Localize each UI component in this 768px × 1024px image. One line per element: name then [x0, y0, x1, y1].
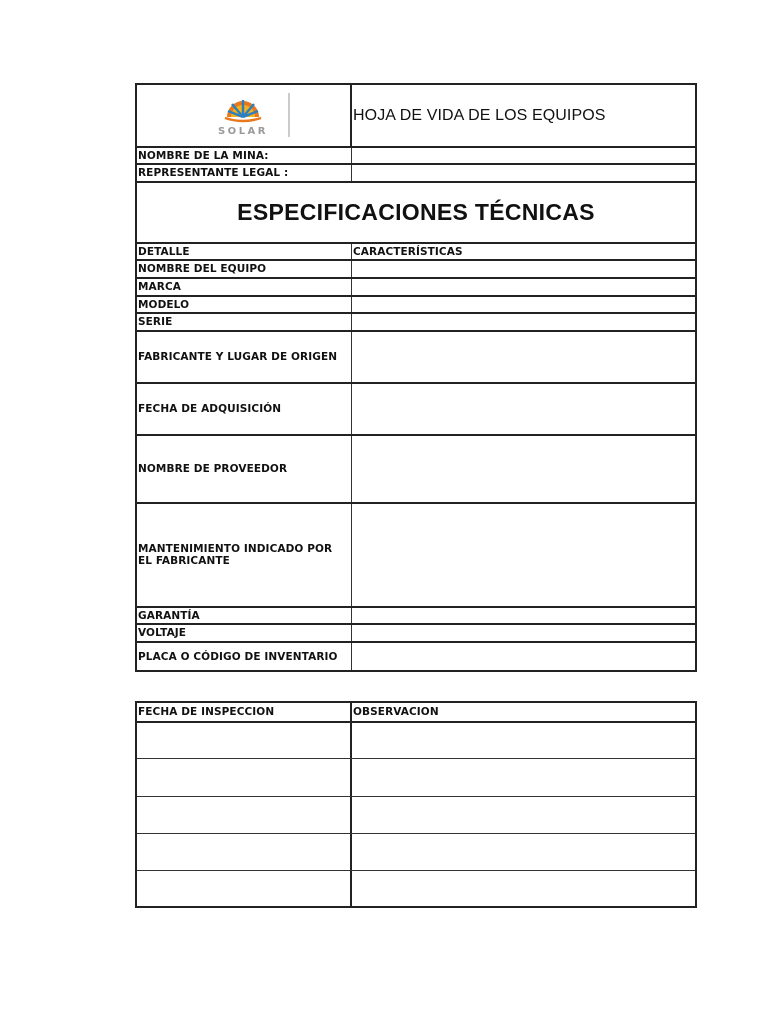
- spec-row: [137, 434, 695, 502]
- inspection-date-cell[interactable]: [137, 834, 351, 870]
- svg-text:SOLAR: SOLAR: [217, 126, 269, 137]
- inspection-date-cell[interactable]: [137, 759, 351, 796]
- form-title: HOJA DE VIDA DE LOS EQUIPOS: [353, 106, 606, 124]
- spec-value-serial[interactable]: [352, 314, 695, 330]
- features-header: CARACTERÍSTICAS: [353, 245, 463, 258]
- inspection-row: [137, 721, 695, 758]
- inspection-date-cell[interactable]: [137, 871, 351, 906]
- legal-rep-label: REPRESENTANTE LEGAL :: [138, 167, 289, 179]
- spec-row: [137, 295, 695, 312]
- spec-label-supplier: NOMBRE DE PROVEEDOR: [138, 463, 288, 475]
- spec-value-manufacturer[interactable]: [352, 332, 695, 382]
- detail-header: DETALLE: [138, 245, 190, 258]
- mine-name-field[interactable]: [352, 148, 695, 163]
- spec-value-inventory-code[interactable]: [352, 643, 695, 670]
- legal-rep-field[interactable]: [352, 165, 695, 181]
- inspection-header-row: [137, 703, 695, 721]
- specs-header-row: [137, 242, 695, 259]
- spec-label-acquisition-date: FECHA DE ADQUISICIÓN: [138, 403, 282, 415]
- spec-row: [137, 277, 695, 295]
- spec-value-equipment-name[interactable]: [352, 261, 695, 277]
- legal-rep-row: [137, 163, 695, 181]
- spec-label-maintenance: MANTENIMIENTO INDICADO POR EL FABRICANTE: [138, 543, 333, 567]
- specs-title: ESPECIFICACIONES TÉCNICAS: [237, 199, 595, 225]
- spec-label-warranty: GARANTÍA: [138, 609, 200, 622]
- spec-label-serial: SERIE: [138, 316, 173, 328]
- mine-name-label: NOMBRE DE LA MINA:: [138, 149, 269, 162]
- logo-cell: [137, 85, 351, 146]
- spec-value-supplier[interactable]: [352, 436, 695, 502]
- spec-label-model: MODELO: [138, 298, 190, 311]
- spec-row: [137, 330, 695, 382]
- spec-row: [137, 623, 695, 641]
- observation-cell[interactable]: [352, 797, 695, 833]
- observation-cell[interactable]: [352, 871, 695, 906]
- spec-value-warranty[interactable]: [352, 608, 695, 623]
- spec-row: [137, 641, 695, 670]
- spec-value-model[interactable]: [352, 297, 695, 312]
- spec-label-manufacturer: FABRICANTE Y LUGAR DE ORIGEN: [138, 351, 338, 363]
- spec-label-voltage: VOLTAJE: [138, 627, 187, 639]
- solar-logo: [207, 91, 297, 139]
- spec-row: [137, 382, 695, 434]
- header-row: [137, 85, 695, 146]
- inspection-row: [137, 833, 695, 870]
- inspection-date-cell[interactable]: [137, 797, 351, 833]
- inspection-date-cell[interactable]: [137, 723, 351, 758]
- observation-header: OBSERVACION: [353, 706, 439, 718]
- inspection-row: [137, 796, 695, 833]
- inspection-row: [137, 758, 695, 796]
- inspection-date-header: FECHA DE INSPECCION: [138, 706, 275, 718]
- spec-value-brand[interactable]: [352, 279, 695, 295]
- spec-value-voltage[interactable]: [352, 625, 695, 641]
- mine-name-row: [137, 146, 695, 163]
- specs-title-row: [137, 181, 695, 242]
- spec-label-brand: MARCA: [138, 281, 181, 293]
- spec-label-equipment-name: NOMBRE DEL EQUIPO: [138, 263, 267, 275]
- spec-row: [137, 312, 695, 330]
- spec-value-maintenance[interactable]: [352, 504, 695, 606]
- spec-row: [137, 606, 695, 623]
- observation-cell[interactable]: [352, 834, 695, 870]
- observation-cell[interactable]: [352, 759, 695, 796]
- inspection-row: [137, 870, 695, 906]
- spec-label-inventory-code: PLACA O CÓDIGO DE INVENTARIO: [138, 650, 338, 663]
- equipment-form: [135, 83, 697, 672]
- spec-value-acquisition-date[interactable]: [352, 384, 695, 434]
- observation-cell[interactable]: [352, 723, 695, 758]
- spec-row: [137, 259, 695, 277]
- inspection-table: [135, 701, 697, 908]
- spec-row: [137, 502, 695, 606]
